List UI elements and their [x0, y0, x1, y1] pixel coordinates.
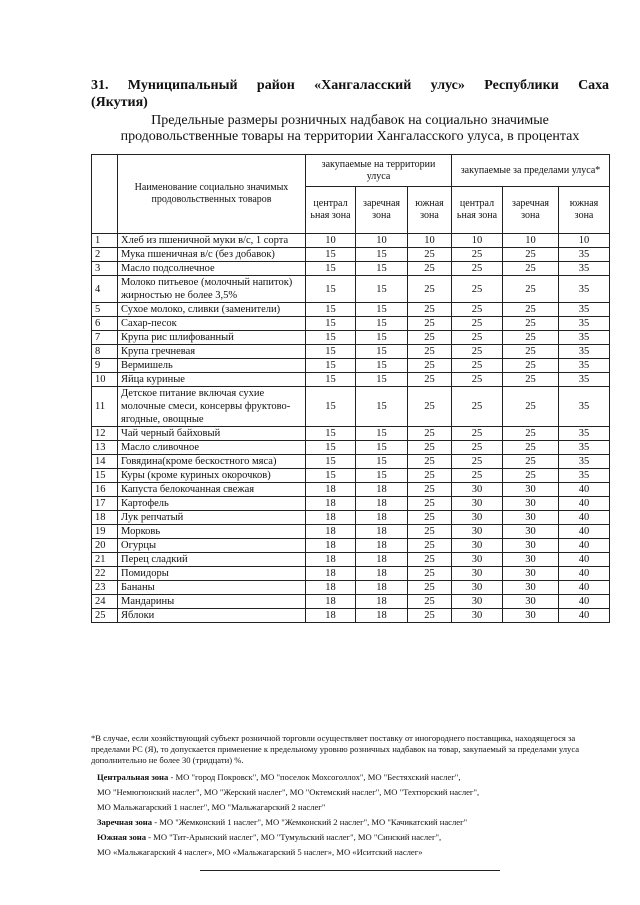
- row-number: 24: [92, 595, 118, 609]
- table-row: [92, 567, 610, 581]
- markup-zarechnaya-inside: 15: [356, 303, 408, 317]
- table-row: [92, 317, 610, 331]
- markup-southern-outside: 40: [559, 511, 610, 525]
- product-name: Картофель: [118, 497, 306, 511]
- markup-central-inside: 18: [306, 483, 356, 497]
- row-number: 4: [92, 276, 118, 303]
- markup-southern-inside: 25: [408, 441, 452, 455]
- markup-southern-outside: 35: [559, 248, 610, 262]
- product-name: Детское питание включая сухие молочные смеси, консервы фруктово-ягодные, овощные: [118, 387, 306, 427]
- product-name: Яблоки: [118, 609, 306, 623]
- product-name: Куры (кроме куриных окорочков): [118, 469, 306, 483]
- markup-zarechnaya-outside: 30: [503, 483, 559, 497]
- header-product-name: Наименование социально значимых продовольственных товаров: [118, 155, 306, 234]
- zarechnaya-zone-text: - МО "Жемконский 1 наслег", МО "Жемконский 2 наслег", МО "Качикатский наслег": [152, 817, 468, 827]
- row-number: 12: [92, 427, 118, 441]
- product-name: Бананы: [118, 581, 306, 595]
- markup-southern-inside: 25: [408, 469, 452, 483]
- product-name: Хлеб из пшеничной муки в/с, 1 сорта: [118, 234, 306, 248]
- markup-central-outside: 25: [452, 359, 503, 373]
- markup-southern-inside: 25: [408, 276, 452, 303]
- table-row: [92, 373, 610, 387]
- markup-southern-inside: 25: [408, 525, 452, 539]
- markup-southern-outside: 40: [559, 595, 610, 609]
- markup-central-outside: 30: [452, 553, 503, 567]
- markup-southern-outside: 35: [559, 387, 610, 427]
- markup-central-inside: 18: [306, 511, 356, 525]
- row-number: 9: [92, 359, 118, 373]
- markup-southern-outside: 35: [559, 345, 610, 359]
- table-row: [92, 387, 610, 427]
- markup-southern-inside: 25: [408, 331, 452, 345]
- markup-southern-inside: 25: [408, 567, 452, 581]
- markup-zarechnaya-inside: 18: [356, 539, 408, 553]
- markup-central-outside: 25: [452, 387, 503, 427]
- markup-zarechnaya-outside: 25: [503, 345, 559, 359]
- markup-zarechnaya-inside: 18: [356, 497, 408, 511]
- markup-central-outside: 30: [452, 567, 503, 581]
- product-name: Капуста белокочанная свежая: [118, 483, 306, 497]
- markup-zarechnaya-inside: 15: [356, 427, 408, 441]
- header-outside-ulus: закупаемые за пределами улуса*: [452, 155, 610, 187]
- markup-southern-inside: 25: [408, 359, 452, 373]
- header-zarechnaya-zone-inside: заречная зона: [356, 187, 408, 234]
- heading-line-2: (Якутия): [91, 95, 148, 110]
- row-number: 6: [92, 317, 118, 331]
- markup-central-outside: 30: [452, 525, 503, 539]
- markup-central-outside: 30: [452, 539, 503, 553]
- table-row: [92, 303, 610, 317]
- markup-southern-inside: 25: [408, 303, 452, 317]
- markup-southern-outside: 35: [559, 427, 610, 441]
- markup-southern-inside: 25: [408, 483, 452, 497]
- product-name: Перец сладкий: [118, 553, 306, 567]
- markup-southern-inside: 10: [408, 234, 452, 248]
- header-central-zone-inside: централ ьная зона: [306, 187, 356, 234]
- markup-central-inside: 18: [306, 497, 356, 511]
- markup-central-outside: 25: [452, 262, 503, 276]
- table-row: [92, 483, 610, 497]
- row-number: 16: [92, 483, 118, 497]
- header-inside-ulus: закупаемые на территории улуса: [306, 155, 452, 187]
- southern-zone-text-1: - МО "Тит-Арынский наслег", МО "Тумульский наслег", МО "Синский наслег",: [146, 832, 442, 842]
- markup-southern-inside: 25: [408, 262, 452, 276]
- markup-zarechnaya-inside: 15: [356, 276, 408, 303]
- markup-zarechnaya-outside: 25: [503, 373, 559, 387]
- markup-southern-outside: 40: [559, 567, 610, 581]
- markup-zarechnaya-outside: 25: [503, 331, 559, 345]
- row-number: 18: [92, 511, 118, 525]
- markup-southern-outside: 35: [559, 373, 610, 387]
- markup-zarechnaya-outside: 25: [503, 441, 559, 455]
- table-row: [92, 525, 610, 539]
- table-row: [92, 469, 610, 483]
- product-name: Говядина(кроме бескостного мяса): [118, 455, 306, 469]
- table-row: [92, 262, 610, 276]
- markup-zarechnaya-inside: 15: [356, 248, 408, 262]
- markup-central-outside: 25: [452, 317, 503, 331]
- markup-zarechnaya-outside: 25: [503, 248, 559, 262]
- markup-southern-inside: 25: [408, 455, 452, 469]
- markup-central-inside: 15: [306, 331, 356, 345]
- row-number: 5: [92, 303, 118, 317]
- markup-central-outside: 25: [452, 248, 503, 262]
- product-name: Масло подсолнечное: [118, 262, 306, 276]
- markup-central-inside: 15: [306, 427, 356, 441]
- markup-central-inside: 15: [306, 441, 356, 455]
- markup-central-inside: 15: [306, 359, 356, 373]
- markup-central-outside: 30: [452, 581, 503, 595]
- row-number: 20: [92, 539, 118, 553]
- markup-southern-outside: 35: [559, 441, 610, 455]
- markup-zarechnaya-outside: 30: [503, 553, 559, 567]
- markup-zarechnaya-outside: 25: [503, 317, 559, 331]
- central-zone-text-3: МО Мальжагарский 1 наслег", МО "Мальжагарский 2 наслег": [97, 802, 326, 812]
- product-name: Сахар-песок: [118, 317, 306, 331]
- row-number: 10: [92, 373, 118, 387]
- markup-zarechnaya-inside: 15: [356, 317, 408, 331]
- table-row: [92, 359, 610, 373]
- markup-zarechnaya-inside: 15: [356, 262, 408, 276]
- central-zone-text-2: МО "Немюгюнский наслег", МО "Жерский наслег", МО "Октемский наслег", МО "Техтюрский наслег",: [97, 787, 480, 797]
- product-name: Морковь: [118, 525, 306, 539]
- section-heading: [91, 77, 609, 111]
- product-name: Лук репчатый: [118, 511, 306, 525]
- markup-southern-inside: 25: [408, 581, 452, 595]
- markup-central-outside: 30: [452, 511, 503, 525]
- markup-central-outside: 25: [452, 373, 503, 387]
- markup-central-outside: 30: [452, 483, 503, 497]
- markup-central-outside: 30: [452, 497, 503, 511]
- table-row: [92, 497, 610, 511]
- header-number: [92, 155, 118, 234]
- table-row: [92, 331, 610, 345]
- table-row: [92, 276, 610, 303]
- markup-zarechnaya-inside: 18: [356, 595, 408, 609]
- product-name: Вермишель: [118, 359, 306, 373]
- central-zone-text-1: - МО "город Покровск", МО "поселок Мохсоголлох", МО "Бестяхский наслег",: [168, 772, 461, 782]
- row-number: 21: [92, 553, 118, 567]
- markup-southern-outside: 40: [559, 581, 610, 595]
- product-name: Молоко питьевое (молочный напиток) жирностью не более 3,5%: [118, 276, 306, 303]
- markup-southern-outside: 40: [559, 539, 610, 553]
- markup-zarechnaya-outside: 30: [503, 609, 559, 623]
- markup-zarechnaya-inside: 18: [356, 511, 408, 525]
- markup-southern-inside: 25: [408, 248, 452, 262]
- table-row: [92, 511, 610, 525]
- markup-zarechnaya-outside: 25: [503, 262, 559, 276]
- heading-line-1: 31. Муниципальный район «Хангаласский улус» Республики Саха: [91, 78, 609, 93]
- caption-line-1: Предельные размеры розничных надбавок на социально значимые: [151, 113, 549, 128]
- markup-central-inside: 15: [306, 455, 356, 469]
- markup-southern-outside: 40: [559, 497, 610, 511]
- markup-central-inside: 15: [306, 373, 356, 387]
- markup-central-outside: 25: [452, 276, 503, 303]
- markup-central-outside: 25: [452, 345, 503, 359]
- markup-southern-outside: 35: [559, 331, 610, 345]
- zone-definitions: [97, 770, 609, 860]
- markup-central-inside: 10: [306, 234, 356, 248]
- table-row: [92, 345, 610, 359]
- markup-zarechnaya-outside: 10: [503, 234, 559, 248]
- product-name: Помидоры: [118, 567, 306, 581]
- markup-central-outside: 25: [452, 331, 503, 345]
- central-zone-line-1: [97, 770, 609, 785]
- table-row: [92, 595, 610, 609]
- table-row: [92, 609, 610, 623]
- product-name: Крупа гречневая: [118, 345, 306, 359]
- closing-rule: [200, 870, 500, 871]
- markup-central-inside: 18: [306, 581, 356, 595]
- product-name: Яйца куриные: [118, 373, 306, 387]
- row-number: 1: [92, 234, 118, 248]
- markup-central-inside: 15: [306, 248, 356, 262]
- markup-zarechnaya-inside: 15: [356, 469, 408, 483]
- markup-southern-inside: 25: [408, 427, 452, 441]
- markup-southern-outside: 35: [559, 303, 610, 317]
- markup-zarechnaya-inside: 15: [356, 441, 408, 455]
- markup-southern-inside: 25: [408, 511, 452, 525]
- markup-zarechnaya-inside: 18: [356, 567, 408, 581]
- markup-zarechnaya-inside: 18: [356, 609, 408, 623]
- product-name: Сухое молоко, сливки (заменители): [118, 303, 306, 317]
- markup-zarechnaya-outside: 25: [503, 427, 559, 441]
- header-central-zone-outside: централ ьная зона: [452, 187, 503, 234]
- markup-zarechnaya-outside: 25: [503, 303, 559, 317]
- markup-central-inside: 18: [306, 539, 356, 553]
- markup-central-inside: 15: [306, 345, 356, 359]
- markup-zarechnaya-inside: 15: [356, 455, 408, 469]
- zarechnaya-zone-label: Заречная зона: [97, 817, 153, 827]
- row-number: 7: [92, 331, 118, 345]
- markup-zarechnaya-outside: 30: [503, 497, 559, 511]
- markup-southern-inside: 25: [408, 317, 452, 331]
- table-caption: [91, 113, 609, 145]
- markup-zarechnaya-inside: 15: [356, 387, 408, 427]
- markup-zarechnaya-inside: 15: [356, 359, 408, 373]
- markup-zarechnaya-outside: 25: [503, 387, 559, 427]
- footnote: *В случае, если хозяйствующий субъект розничной торговли осуществляет поставку от иногороднего поставщика, находящегося за пределами РС (Я), то допускается применение к предельному уровню розничных надбавок на товар, закупаемый за пределами улуса дополнительно не более 30 (тридцати) %.: [91, 733, 580, 765]
- markup-southern-outside: 10: [559, 234, 610, 248]
- markup-southern-outside: 35: [559, 455, 610, 469]
- markup-central-inside: 15: [306, 276, 356, 303]
- central-zone-label: Центральная зона: [97, 772, 169, 782]
- header-zarechnaya-zone-outside: заречная зона: [503, 187, 559, 234]
- markup-zarechnaya-inside: 10: [356, 234, 408, 248]
- markup-zarechnaya-inside: 15: [356, 345, 408, 359]
- markup-southern-outside: 35: [559, 469, 610, 483]
- markup-central-inside: 15: [306, 262, 356, 276]
- markup-zarechnaya-outside: 30: [503, 525, 559, 539]
- markup-southern-outside: 40: [559, 525, 610, 539]
- markup-central-inside: 15: [306, 303, 356, 317]
- markup-southern-inside: 25: [408, 595, 452, 609]
- markup-southern-inside: 25: [408, 373, 452, 387]
- markup-southern-outside: 40: [559, 609, 610, 623]
- table-row: [92, 234, 610, 248]
- table-row: [92, 427, 610, 441]
- markup-zarechnaya-outside: 25: [503, 455, 559, 469]
- markup-central-outside: 25: [452, 303, 503, 317]
- markup-southern-inside: 25: [408, 553, 452, 567]
- southern-zone-line-1: [97, 830, 609, 845]
- row-number: 23: [92, 581, 118, 595]
- markup-zarechnaya-outside: 30: [503, 539, 559, 553]
- row-number: 8: [92, 345, 118, 359]
- product-name: Крупа рис шлифованный: [118, 331, 306, 345]
- markup-central-outside: 30: [452, 595, 503, 609]
- markup-central-inside: 18: [306, 595, 356, 609]
- header-southern-zone-inside: южная зона: [408, 187, 452, 234]
- markup-southern-outside: 40: [559, 483, 610, 497]
- markup-central-inside: 15: [306, 317, 356, 331]
- table-row: [92, 539, 610, 553]
- row-number: 3: [92, 262, 118, 276]
- markup-zarechnaya-inside: 15: [356, 373, 408, 387]
- row-number: 13: [92, 441, 118, 455]
- markup-zarechnaya-inside: 18: [356, 581, 408, 595]
- markup-southern-outside: 35: [559, 262, 610, 276]
- markup-zarechnaya-outside: 30: [503, 595, 559, 609]
- markup-southern-inside: 25: [408, 539, 452, 553]
- product-name: Мандарины: [118, 595, 306, 609]
- markup-central-inside: 18: [306, 553, 356, 567]
- markup-southern-outside: 40: [559, 553, 610, 567]
- markup-central-inside: 18: [306, 567, 356, 581]
- markup-zarechnaya-outside: 30: [503, 567, 559, 581]
- table-row: [92, 455, 610, 469]
- product-name: Масло сливочное: [118, 441, 306, 455]
- markup-central-outside: 25: [452, 455, 503, 469]
- markup-central-inside: 18: [306, 609, 356, 623]
- row-number: 14: [92, 455, 118, 469]
- row-number: 19: [92, 525, 118, 539]
- product-name: Огурцы: [118, 539, 306, 553]
- markup-southern-inside: 25: [408, 497, 452, 511]
- markup-central-outside: 25: [452, 469, 503, 483]
- row-number: 15: [92, 469, 118, 483]
- southern-zone-text-2: МО «Мальжагарский 4 наслег», МО «Мальжагарский 5 наслег», МО «Иситский наслег»: [97, 847, 423, 857]
- markup-southern-outside: 35: [559, 317, 610, 331]
- caption-line-2: продовольственные товары на территории Хангаласского улуса, в процентах: [120, 129, 580, 144]
- markup-central-outside: 25: [452, 441, 503, 455]
- row-number: 2: [92, 248, 118, 262]
- markup-zarechnaya-outside: 30: [503, 511, 559, 525]
- product-name: Мука пшеничная в/с (без добавок): [118, 248, 306, 262]
- markup-zarechnaya-outside: 25: [503, 276, 559, 303]
- markup-southern-inside: 25: [408, 345, 452, 359]
- markup-central-inside: 18: [306, 525, 356, 539]
- markup-southern-outside: 35: [559, 276, 610, 303]
- product-name: Чай черный байховый: [118, 427, 306, 441]
- markup-zarechnaya-outside: 25: [503, 469, 559, 483]
- markup-central-outside: 10: [452, 234, 503, 248]
- markup-central-outside: 25: [452, 427, 503, 441]
- markup-zarechnaya-inside: 18: [356, 483, 408, 497]
- table-row: [92, 248, 610, 262]
- header-southern-zone-outside: южная зона: [559, 187, 610, 234]
- markup-zarechnaya-outside: 25: [503, 359, 559, 373]
- markup-central-inside: 15: [306, 469, 356, 483]
- southern-zone-label: Южная зона: [97, 832, 147, 842]
- markup-zarechnaya-inside: 15: [356, 331, 408, 345]
- markup-southern-outside: 35: [559, 359, 610, 373]
- table-body: [92, 234, 610, 623]
- markup-zarechnaya-outside: 30: [503, 581, 559, 595]
- row-number: 25: [92, 609, 118, 623]
- markup-zarechnaya-inside: 18: [356, 553, 408, 567]
- row-number: 11: [92, 387, 118, 427]
- markup-southern-inside: 25: [408, 609, 452, 623]
- row-number: 17: [92, 497, 118, 511]
- markup-southern-inside: 25: [408, 387, 452, 427]
- markup-zarechnaya-inside: 18: [356, 525, 408, 539]
- row-number: 22: [92, 567, 118, 581]
- markup-central-inside: 15: [306, 387, 356, 427]
- table-row: [92, 553, 610, 567]
- table-row: [92, 581, 610, 595]
- markup-table: [91, 154, 610, 623]
- table-row: [92, 441, 610, 455]
- zarechnaya-zone-line: [97, 815, 609, 830]
- markup-central-outside: 30: [452, 609, 503, 623]
